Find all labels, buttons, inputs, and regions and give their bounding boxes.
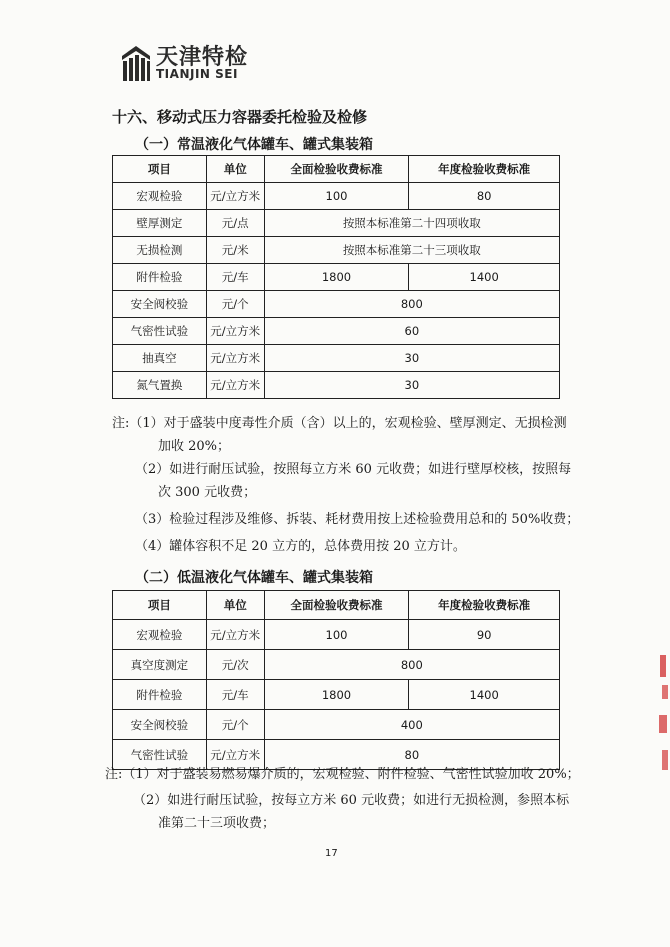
row-unit: 元/立方米 <box>206 318 264 345</box>
row-item: 安全阀校验 <box>113 291 207 318</box>
red-seal-edge-icon <box>654 655 670 775</box>
row-merged-fee: 30 <box>264 372 559 399</box>
row-merged-fee: 400 <box>264 710 559 740</box>
table-header-row <box>113 591 560 620</box>
row-unit: 元/个 <box>206 710 264 740</box>
table-row <box>113 291 560 318</box>
row-full: 100 <box>264 620 409 650</box>
row-full: 1800 <box>264 264 409 291</box>
table-row <box>113 318 560 345</box>
table1-note-3: （3）检验过程涉及维修、拆装、耗材费用按上述检验费用总和的 50%收费； <box>135 512 580 527</box>
table2-note-1: 注:（1）对于盛装易燃易爆介质的，宏观检验、附件检验、气密性试验加收 20%； <box>105 767 580 782</box>
table2-note-2a: （2）如进行耐压试验，按每立方米 60 元收费；如进行无损检测，参照本标 <box>133 793 570 808</box>
row-unit: 元/次 <box>206 650 264 680</box>
logo-english-name: TIANJIN SEI <box>156 67 238 81</box>
header-annual-inspection: 年度检验收费标准 <box>409 591 560 620</box>
table1-note-1b: 加收 20%； <box>158 439 231 454</box>
row-item: 无损检测 <box>113 237 207 264</box>
header-unit: 单位 <box>206 156 264 183</box>
row-full: 1800 <box>264 680 409 710</box>
row-merged-fee: 80 <box>264 740 559 770</box>
table-header-row <box>113 156 560 183</box>
row-unit: 元/车 <box>206 680 264 710</box>
table-row <box>113 650 560 680</box>
logo-mark-icon <box>120 42 152 82</box>
table-row <box>113 345 560 372</box>
header-item: 项目 <box>113 591 207 620</box>
row-item: 附件检验 <box>113 264 207 291</box>
row-unit: 元/立方米 <box>206 345 264 372</box>
row-unit: 元/立方米 <box>206 372 264 399</box>
row-merged-fee: 800 <box>264 650 559 680</box>
table-row <box>113 237 560 264</box>
table1-note-2a: （2）如进行耐压试验，按照每立方米 60 元收费；如进行壁厚校核，按照每 <box>135 462 572 477</box>
row-item: 真空度测定 <box>113 650 207 680</box>
table-row <box>113 372 560 399</box>
row-annual: 80 <box>409 183 560 210</box>
table-row <box>113 264 560 291</box>
row-merged-fee: 800 <box>264 291 559 318</box>
row-item: 气密性试验 <box>113 740 207 770</box>
header-unit: 单位 <box>206 591 264 620</box>
table-row <box>113 680 560 710</box>
row-unit: 元/个 <box>206 291 264 318</box>
row-item: 安全阀校验 <box>113 710 207 740</box>
row-unit: 元/立方米 <box>206 183 264 210</box>
row-item: 壁厚测定 <box>113 210 207 237</box>
table1-note-4: （4）罐体容积不足 20 立方的，总体费用按 20 立方计。 <box>135 539 466 554</box>
row-merged-fee: 60 <box>264 318 559 345</box>
row-merged-fee: 按照本标准第二十三项收取 <box>264 237 559 264</box>
header-item: 项目 <box>113 156 207 183</box>
header-full-inspection: 全面检验收费标准 <box>264 156 409 183</box>
table2-title: （二）低温液化气体罐车、罐式集装箱 <box>135 570 373 586</box>
page-number: 17 <box>325 848 338 859</box>
section-title: 十六、移动式压力容器委托检验及检修 <box>112 108 368 126</box>
row-unit: 元/车 <box>206 264 264 291</box>
row-unit: 元/点 <box>206 210 264 237</box>
row-item: 宏观检验 <box>113 620 207 650</box>
row-merged-fee: 30 <box>264 345 559 372</box>
row-merged-fee: 按照本标准第二十四项收取 <box>264 210 559 237</box>
row-unit: 元/立方米 <box>206 620 264 650</box>
row-annual: 1400 <box>409 264 560 291</box>
table2-note-2b: 准第二十三项收费； <box>158 816 276 831</box>
table-row <box>113 620 560 650</box>
row-item: 附件检验 <box>113 680 207 710</box>
row-unit: 元/米 <box>206 237 264 264</box>
table-row <box>113 183 560 210</box>
table-normal-temp-fees <box>112 155 560 399</box>
company-logo <box>120 38 270 88</box>
header-annual-inspection: 年度检验收费标准 <box>409 156 560 183</box>
table-low-temp-fees <box>112 590 560 770</box>
table1-title: （一）常温液化气体罐车、罐式集装箱 <box>135 137 373 153</box>
table1-note-1a: 注:（1）对于盛装中度毒性介质（含）以上的，宏观检验、壁厚测定、无损检测 <box>112 416 567 431</box>
row-item: 宏观检验 <box>113 183 207 210</box>
table-row <box>113 210 560 237</box>
row-unit: 元/立方米 <box>206 740 264 770</box>
logo-chinese-name: 天津特检 <box>156 45 249 70</box>
row-annual: 90 <box>409 620 560 650</box>
header-full-inspection: 全面检验收费标准 <box>264 591 409 620</box>
row-item: 抽真空 <box>113 345 207 372</box>
row-item: 气密性试验 <box>113 318 207 345</box>
table1-note-2b: 次 300 元收费； <box>158 485 257 500</box>
table-row <box>113 710 560 740</box>
row-full: 100 <box>264 183 409 210</box>
row-item: 氮气置换 <box>113 372 207 399</box>
row-annual: 1400 <box>409 680 560 710</box>
